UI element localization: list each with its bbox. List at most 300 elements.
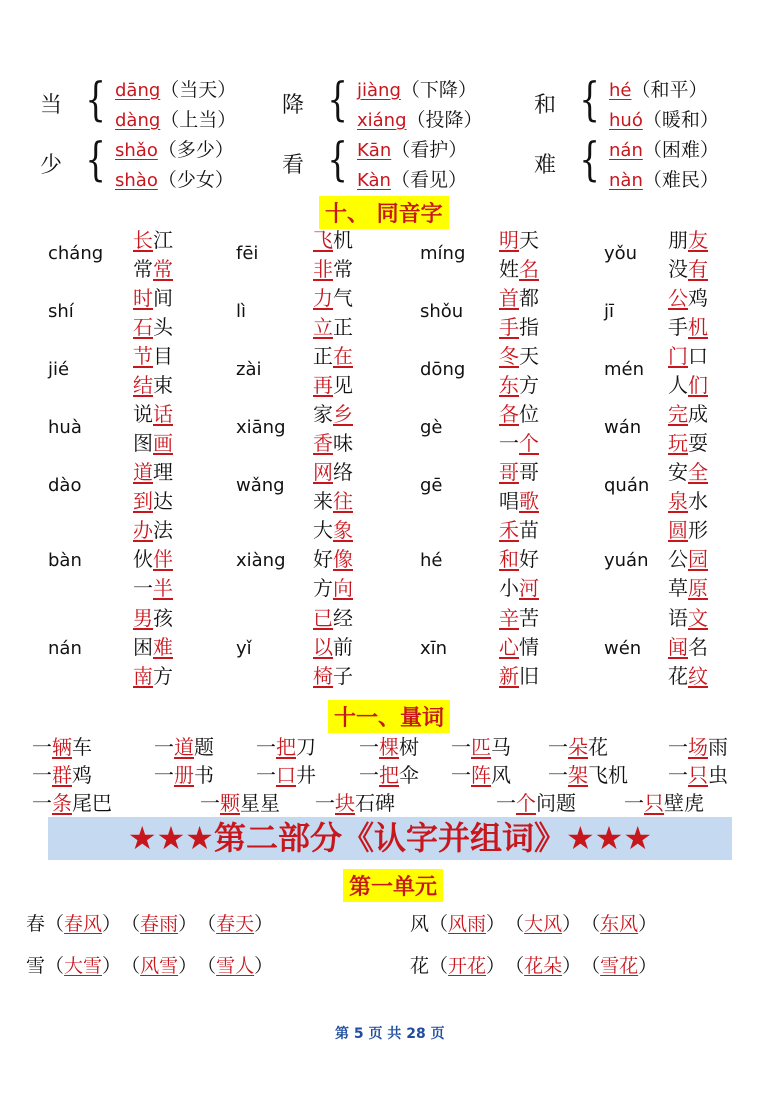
word [499, 574, 539, 603]
char: 往 [333, 489, 353, 513]
paren: ） [638, 955, 658, 977]
measure-word [200, 787, 280, 816]
pinyin: jiàng [357, 80, 401, 101]
homophone-words [668, 400, 708, 458]
homophone-pinyin: yuán [604, 550, 649, 571]
word [668, 487, 708, 516]
char: 哥 [519, 460, 539, 484]
word [313, 284, 353, 313]
paren: ） [178, 955, 188, 977]
polyphone-char: 少 [40, 153, 63, 178]
group-char: 风 [410, 913, 430, 935]
char: 天 [519, 344, 539, 368]
word [313, 371, 353, 400]
char: 和 [499, 547, 519, 571]
char: 水 [688, 489, 708, 513]
char: 口 [688, 344, 708, 368]
paren: ） [178, 913, 188, 935]
page-number: 第 5 页 共 28 页 [335, 1026, 445, 1042]
paren: （ [187, 955, 217, 977]
char: 歌 [519, 489, 539, 513]
section-heading: 十、 同音字 [319, 196, 449, 229]
char: 香 [313, 431, 333, 455]
homophone-pinyin: xiàng [236, 550, 286, 571]
homophone-words [133, 400, 173, 458]
group-word: 春风 [64, 913, 103, 935]
char: 来 [313, 489, 333, 513]
numeral: 一 [359, 735, 379, 759]
paren: （ [45, 913, 65, 935]
char: 难 [153, 635, 173, 659]
noun: 书 [194, 763, 214, 787]
measure-word [548, 731, 608, 760]
noun: 伞 [399, 763, 419, 787]
paren: （ [495, 913, 525, 935]
char: 伴 [153, 547, 173, 571]
char: 新 [499, 664, 519, 688]
char: 指 [519, 315, 539, 339]
paren: （ [111, 955, 141, 977]
char: 个 [519, 431, 539, 455]
homophone-pinyin: mén [604, 359, 645, 380]
char: 有 [688, 257, 708, 281]
classifier: 口 [276, 763, 296, 787]
numeral: 一 [32, 763, 52, 787]
char: 男 [133, 606, 153, 630]
homophone-words [499, 458, 539, 516]
homophone-words [668, 516, 708, 603]
classifier: 只 [688, 763, 708, 787]
char: 法 [153, 518, 173, 542]
word [499, 633, 539, 662]
char: 形 [688, 518, 708, 542]
word [499, 604, 539, 633]
example-word: （看见） [390, 169, 467, 191]
numeral: 一 [315, 791, 335, 815]
char: 方 [519, 373, 539, 397]
word-group [410, 951, 657, 978]
paren: （ [111, 913, 141, 935]
classifier: 把 [276, 735, 296, 759]
char: 常 [153, 257, 173, 281]
char: 手 [668, 315, 688, 339]
measure-word [256, 759, 316, 788]
word [668, 662, 708, 691]
word [668, 255, 708, 284]
char: 常 [133, 257, 153, 281]
homophone-pinyin: nán [48, 638, 82, 659]
homophone-words [313, 458, 353, 516]
word [133, 313, 173, 342]
homophone-words [133, 604, 173, 691]
char: 禾 [499, 518, 519, 542]
pinyin: xiáng [357, 110, 407, 131]
char: 办 [133, 518, 153, 542]
unit-heading: 第一单元 [343, 869, 443, 902]
word-group [26, 951, 273, 978]
paren: ） [486, 913, 496, 935]
homophone-words [499, 226, 539, 284]
homophone-words [668, 284, 708, 342]
word [313, 545, 353, 574]
group-word: 春天 [216, 913, 255, 935]
word [133, 662, 173, 691]
char: 图 [133, 431, 153, 455]
char: 向 [333, 576, 353, 600]
numeral: 一 [624, 791, 644, 815]
char: 成 [688, 402, 708, 426]
char: 石 [133, 315, 153, 339]
char: 公 [668, 286, 688, 310]
word [499, 400, 539, 429]
char: 机 [333, 228, 353, 252]
char: 半 [153, 576, 173, 600]
char: 以 [313, 635, 333, 659]
char: 时 [133, 286, 153, 310]
classifier: 棵 [379, 735, 399, 759]
pinyin: huó [609, 110, 643, 131]
noun: 刀 [296, 735, 316, 759]
char: 画 [153, 431, 173, 455]
word [313, 604, 353, 633]
classifier: 只 [644, 791, 664, 815]
char: 气 [333, 286, 353, 310]
classifier: 阵 [471, 763, 491, 787]
paren: （ [429, 955, 449, 977]
char: 朋 [668, 228, 688, 252]
char: 河 [519, 576, 539, 600]
word [668, 574, 708, 603]
homophone-pinyin: xīn [420, 638, 448, 659]
classifier: 块 [335, 791, 355, 815]
polyphone-reading [609, 165, 719, 192]
noun: 飞机 [588, 763, 628, 787]
word [313, 342, 353, 371]
word [313, 487, 353, 516]
pinyin: dāng [115, 80, 161, 101]
noun: 题 [194, 735, 214, 759]
paren: （ [571, 913, 601, 935]
word [133, 574, 173, 603]
char: 方 [313, 576, 333, 600]
char: 伙 [133, 547, 153, 571]
numeral: 一 [451, 763, 471, 787]
brace-icon: { [85, 132, 106, 186]
word-group [410, 909, 657, 936]
classifier: 群 [52, 763, 72, 787]
char: 非 [313, 257, 333, 281]
group-word: 雪花 [600, 955, 639, 977]
char: 经 [333, 606, 353, 630]
noun: 井 [296, 763, 316, 787]
char: 常 [333, 257, 353, 281]
group-word: 开花 [448, 955, 487, 977]
char: 网 [313, 460, 333, 484]
group-word: 风雪 [140, 955, 179, 977]
homophone-pinyin: shǒu [420, 301, 464, 322]
homophone-words [668, 342, 708, 400]
word [313, 516, 353, 545]
word [133, 604, 173, 633]
measure-word [451, 759, 511, 788]
word [133, 458, 173, 487]
example-word: （上当） [160, 109, 237, 131]
example-word: （难民） [642, 169, 719, 191]
noun: 树 [399, 735, 419, 759]
char: 人 [668, 373, 688, 397]
char: 东 [499, 373, 519, 397]
char: 名 [688, 635, 708, 659]
char: 机 [688, 315, 708, 339]
word [313, 633, 353, 662]
char: 在 [333, 344, 353, 368]
measure-word [624, 787, 704, 816]
char: 冬 [499, 344, 519, 368]
char: 心 [499, 635, 519, 659]
classifier: 辆 [52, 735, 72, 759]
example-word: （少女） [157, 169, 234, 191]
homophone-pinyin: dōng [420, 359, 466, 380]
char: 方 [153, 664, 173, 688]
homophone-pinyin: xiāng [236, 417, 286, 438]
homophone-pinyin: huà [48, 417, 82, 438]
measure-word [668, 759, 728, 788]
homophone-pinyin: jié [48, 359, 70, 380]
group-word: 大风 [524, 913, 563, 935]
char: 像 [333, 547, 353, 571]
word [133, 371, 173, 400]
noun: 虫 [708, 763, 728, 787]
word [668, 545, 708, 574]
char: 说 [133, 402, 153, 426]
char: 原 [688, 576, 708, 600]
char: 大 [313, 518, 333, 542]
char: 一 [133, 576, 153, 600]
char: 达 [153, 489, 173, 513]
example-word: （困难） [642, 139, 719, 161]
char: 到 [133, 489, 153, 513]
numeral: 一 [256, 763, 276, 787]
char: 头 [153, 315, 173, 339]
char: 一 [499, 431, 519, 455]
homophone-words [313, 226, 353, 284]
homophone-words [313, 284, 353, 342]
measure-word [154, 759, 214, 788]
char: 目 [153, 344, 173, 368]
polyphone-reading [609, 75, 708, 102]
example-word: （当天） [160, 79, 237, 101]
polyphone-reading [609, 135, 719, 162]
pinyin: shào [115, 170, 158, 191]
char: 全 [688, 460, 708, 484]
char: 小 [499, 576, 519, 600]
char: 好 [519, 547, 539, 571]
homophone-pinyin: fēi [236, 243, 259, 264]
word [133, 400, 173, 429]
char: 天 [519, 228, 539, 252]
polyphone-reading [609, 105, 719, 132]
noun: 问题 [536, 791, 576, 815]
homophone-pinyin: quán [604, 475, 650, 496]
word [133, 284, 173, 313]
homophone-words [668, 226, 708, 284]
polyphone-char: 当 [40, 93, 63, 118]
measure-word [256, 731, 316, 760]
char: 安 [668, 460, 688, 484]
group-word: 大雪 [64, 955, 103, 977]
homophone-words [313, 400, 353, 458]
brace-icon: { [327, 132, 348, 186]
measure-word [668, 731, 728, 760]
paren: （ [571, 955, 601, 977]
char: 长 [133, 228, 153, 252]
polyphone-char: 和 [534, 93, 557, 118]
word [499, 342, 539, 371]
numeral: 一 [154, 763, 174, 787]
homophone-pinyin: wán [604, 417, 642, 438]
word [499, 255, 539, 284]
char: 位 [519, 402, 539, 426]
group-char: 春 [26, 913, 46, 935]
noun: 车 [72, 735, 92, 759]
group-word: 春雨 [140, 913, 179, 935]
char: 江 [153, 228, 173, 252]
word [499, 226, 539, 255]
measure-word [32, 759, 92, 788]
homophone-words [499, 284, 539, 342]
word [133, 545, 173, 574]
char: 耍 [688, 431, 708, 455]
word [313, 226, 353, 255]
homophone-pinyin: wǎng [236, 475, 285, 496]
char: 泉 [668, 489, 688, 513]
homophone-words [313, 342, 353, 400]
polyphone-reading [115, 75, 236, 102]
measure-word [451, 731, 511, 760]
pinyin: hé [609, 80, 632, 101]
word [668, 516, 708, 545]
char: 立 [313, 315, 333, 339]
char: 门 [668, 344, 688, 368]
word [133, 429, 173, 458]
homophone-words [313, 604, 353, 691]
homophone-words [668, 604, 708, 691]
char: 公 [668, 547, 688, 571]
measure-word [154, 731, 214, 760]
noun: 壁虎 [664, 791, 704, 815]
char: 情 [519, 635, 539, 659]
polyphone-reading [357, 105, 483, 132]
numeral: 一 [256, 735, 276, 759]
char: 园 [688, 547, 708, 571]
measure-word [315, 787, 395, 816]
word [313, 662, 353, 691]
char: 间 [153, 286, 173, 310]
char: 理 [153, 460, 173, 484]
homophone-pinyin: gè [420, 417, 443, 438]
char: 都 [519, 286, 539, 310]
word [499, 458, 539, 487]
char: 明 [499, 228, 519, 252]
char: 子 [333, 664, 353, 688]
pinyin: dàng [115, 110, 161, 131]
measure-word [548, 759, 628, 788]
paren: ） [562, 913, 572, 935]
noun: 星星 [240, 791, 280, 815]
measure-word [359, 759, 419, 788]
word [133, 255, 173, 284]
paren: ） [102, 955, 112, 977]
classifier: 匹 [471, 735, 491, 759]
homophone-pinyin: dào [48, 475, 82, 496]
word [668, 400, 708, 429]
pinyin: Kàn [357, 170, 391, 191]
group-word: 花朵 [524, 955, 563, 977]
char: 飞 [313, 228, 333, 252]
paren: ） [638, 913, 658, 935]
numeral: 一 [668, 735, 688, 759]
numeral: 一 [32, 791, 52, 815]
char: 道 [133, 460, 153, 484]
classifier: 条 [52, 791, 72, 815]
word [499, 429, 539, 458]
paren: （ [495, 955, 525, 977]
word [499, 545, 539, 574]
char: 南 [133, 664, 153, 688]
brace-icon: { [579, 132, 600, 186]
polyphone-reading [357, 165, 467, 192]
homophone-pinyin: lì [236, 301, 247, 322]
homophone-pinyin: shí [48, 301, 74, 322]
char: 困 [133, 635, 153, 659]
paren: ） [562, 955, 572, 977]
char: 味 [333, 431, 353, 455]
char: 各 [499, 402, 519, 426]
char: 名 [519, 257, 539, 281]
char: 苗 [519, 518, 539, 542]
char: 正 [313, 344, 333, 368]
word [499, 313, 539, 342]
char: 力 [313, 286, 333, 310]
classifier: 个 [516, 791, 536, 815]
homophone-words [133, 342, 173, 400]
char: 圆 [668, 518, 688, 542]
char: 手 [499, 315, 519, 339]
char: 完 [668, 402, 688, 426]
classifier: 颗 [220, 791, 240, 815]
char: 再 [313, 373, 333, 397]
example-word: （投降） [406, 109, 483, 131]
homophone-pinyin: hé [420, 550, 443, 571]
brace-icon: { [327, 72, 348, 126]
homophone-pinyin: bàn [48, 550, 82, 571]
word [668, 429, 708, 458]
word [499, 516, 539, 545]
word [313, 400, 353, 429]
classifier: 道 [174, 735, 194, 759]
classifier: 架 [568, 763, 588, 787]
polyphone-reading [115, 165, 234, 192]
measure-word [32, 787, 112, 816]
char: 节 [133, 344, 153, 368]
word [133, 633, 173, 662]
char: 家 [313, 402, 333, 426]
example-word: （和平） [631, 79, 708, 101]
char: 孩 [153, 606, 173, 630]
noun: 花 [588, 735, 608, 759]
homophone-words [133, 226, 173, 284]
char: 苦 [519, 606, 539, 630]
